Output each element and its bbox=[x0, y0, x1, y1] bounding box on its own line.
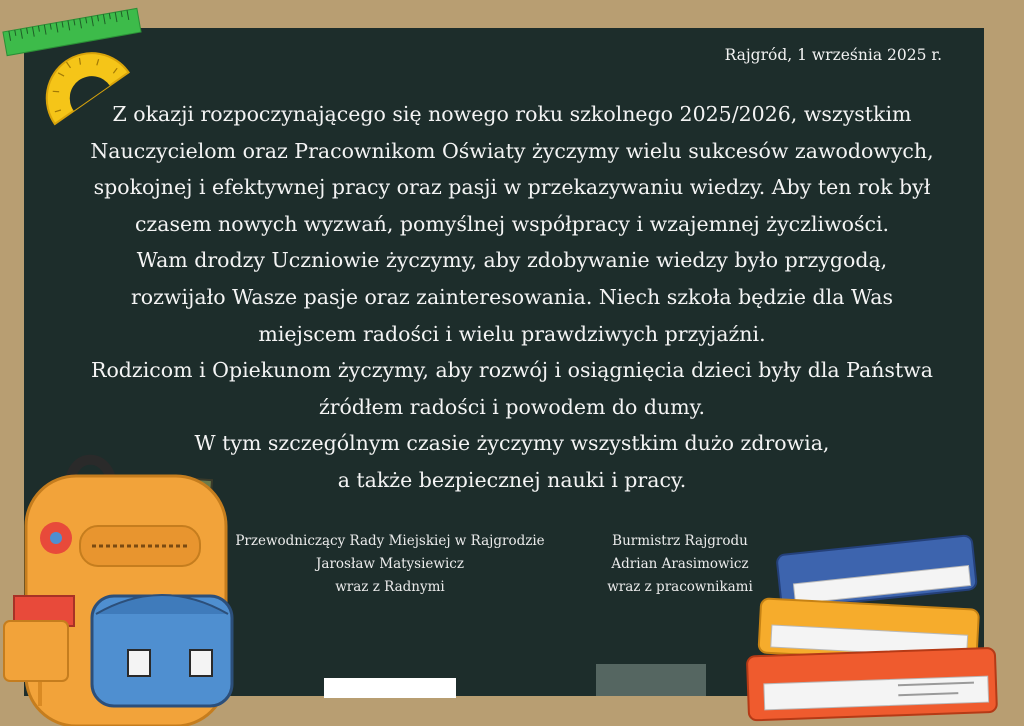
signature-title: Przewodniczący Rady Miejskiej w Rajgrodzie bbox=[235, 533, 545, 549]
signature-mayor bbox=[580, 530, 780, 599]
message-line: W tym szczególnym czasie życzymy wszystkim dużo zdrowia, bbox=[194, 431, 830, 456]
message-line: spokojnej i efektywnej pracy oraz pasji w przekazywaniu wiedzy. Aby ten rok był bbox=[93, 175, 931, 200]
board-eraser bbox=[596, 664, 706, 696]
signature-name: Adrian Arasimowicz bbox=[611, 556, 749, 572]
message-line: miejscem radości i wielu prawdziwych przyjaźni. bbox=[258, 321, 766, 346]
message-line: Nauczycielom oraz Pracownikom Oświaty życzymy wielu sukcesów zawodowych, bbox=[90, 138, 934, 163]
signature-council-chair bbox=[222, 530, 558, 599]
signature-name: Jarosław Matysiewicz bbox=[316, 556, 464, 572]
date-line: Rajgród, 1 września 2025 r. bbox=[724, 46, 942, 64]
message-line: a także bezpiecznej nauki i pracy. bbox=[337, 467, 687, 492]
signature-note: wraz z pracownikami bbox=[607, 579, 753, 595]
book-stack-icon bbox=[748, 526, 1008, 726]
message-line: Wam drodzy Uczniowie życzymy, aby zdobywanie wiedzy było przygodą, bbox=[136, 248, 888, 273]
message-line: źródłem radości i powodem do dumy. bbox=[318, 394, 706, 419]
greeting-message bbox=[40, 96, 984, 499]
message-line: rozwijało Wasze pasje oraz zainteresowania. Niech szkoła będzie dla Was bbox=[130, 284, 893, 309]
message-line: Z okazji rozpoczynającego się nowego roku szkolnego 2025/2026, wszystkim bbox=[112, 102, 912, 126]
signature-title: Burmistrz Rajgrodu bbox=[612, 533, 748, 549]
message-line: Rodzicom i Opiekunom życzymy, aby rozwój i osiągnięcia dzieci były dla Państwa bbox=[91, 358, 933, 383]
chalk-stick bbox=[324, 678, 456, 698]
message-line: czasem nowych wyzwań, pomyślnej współpracy i wzajemnej życzliwości. bbox=[134, 211, 890, 236]
signature-note: wraz z Radnymi bbox=[335, 579, 445, 595]
